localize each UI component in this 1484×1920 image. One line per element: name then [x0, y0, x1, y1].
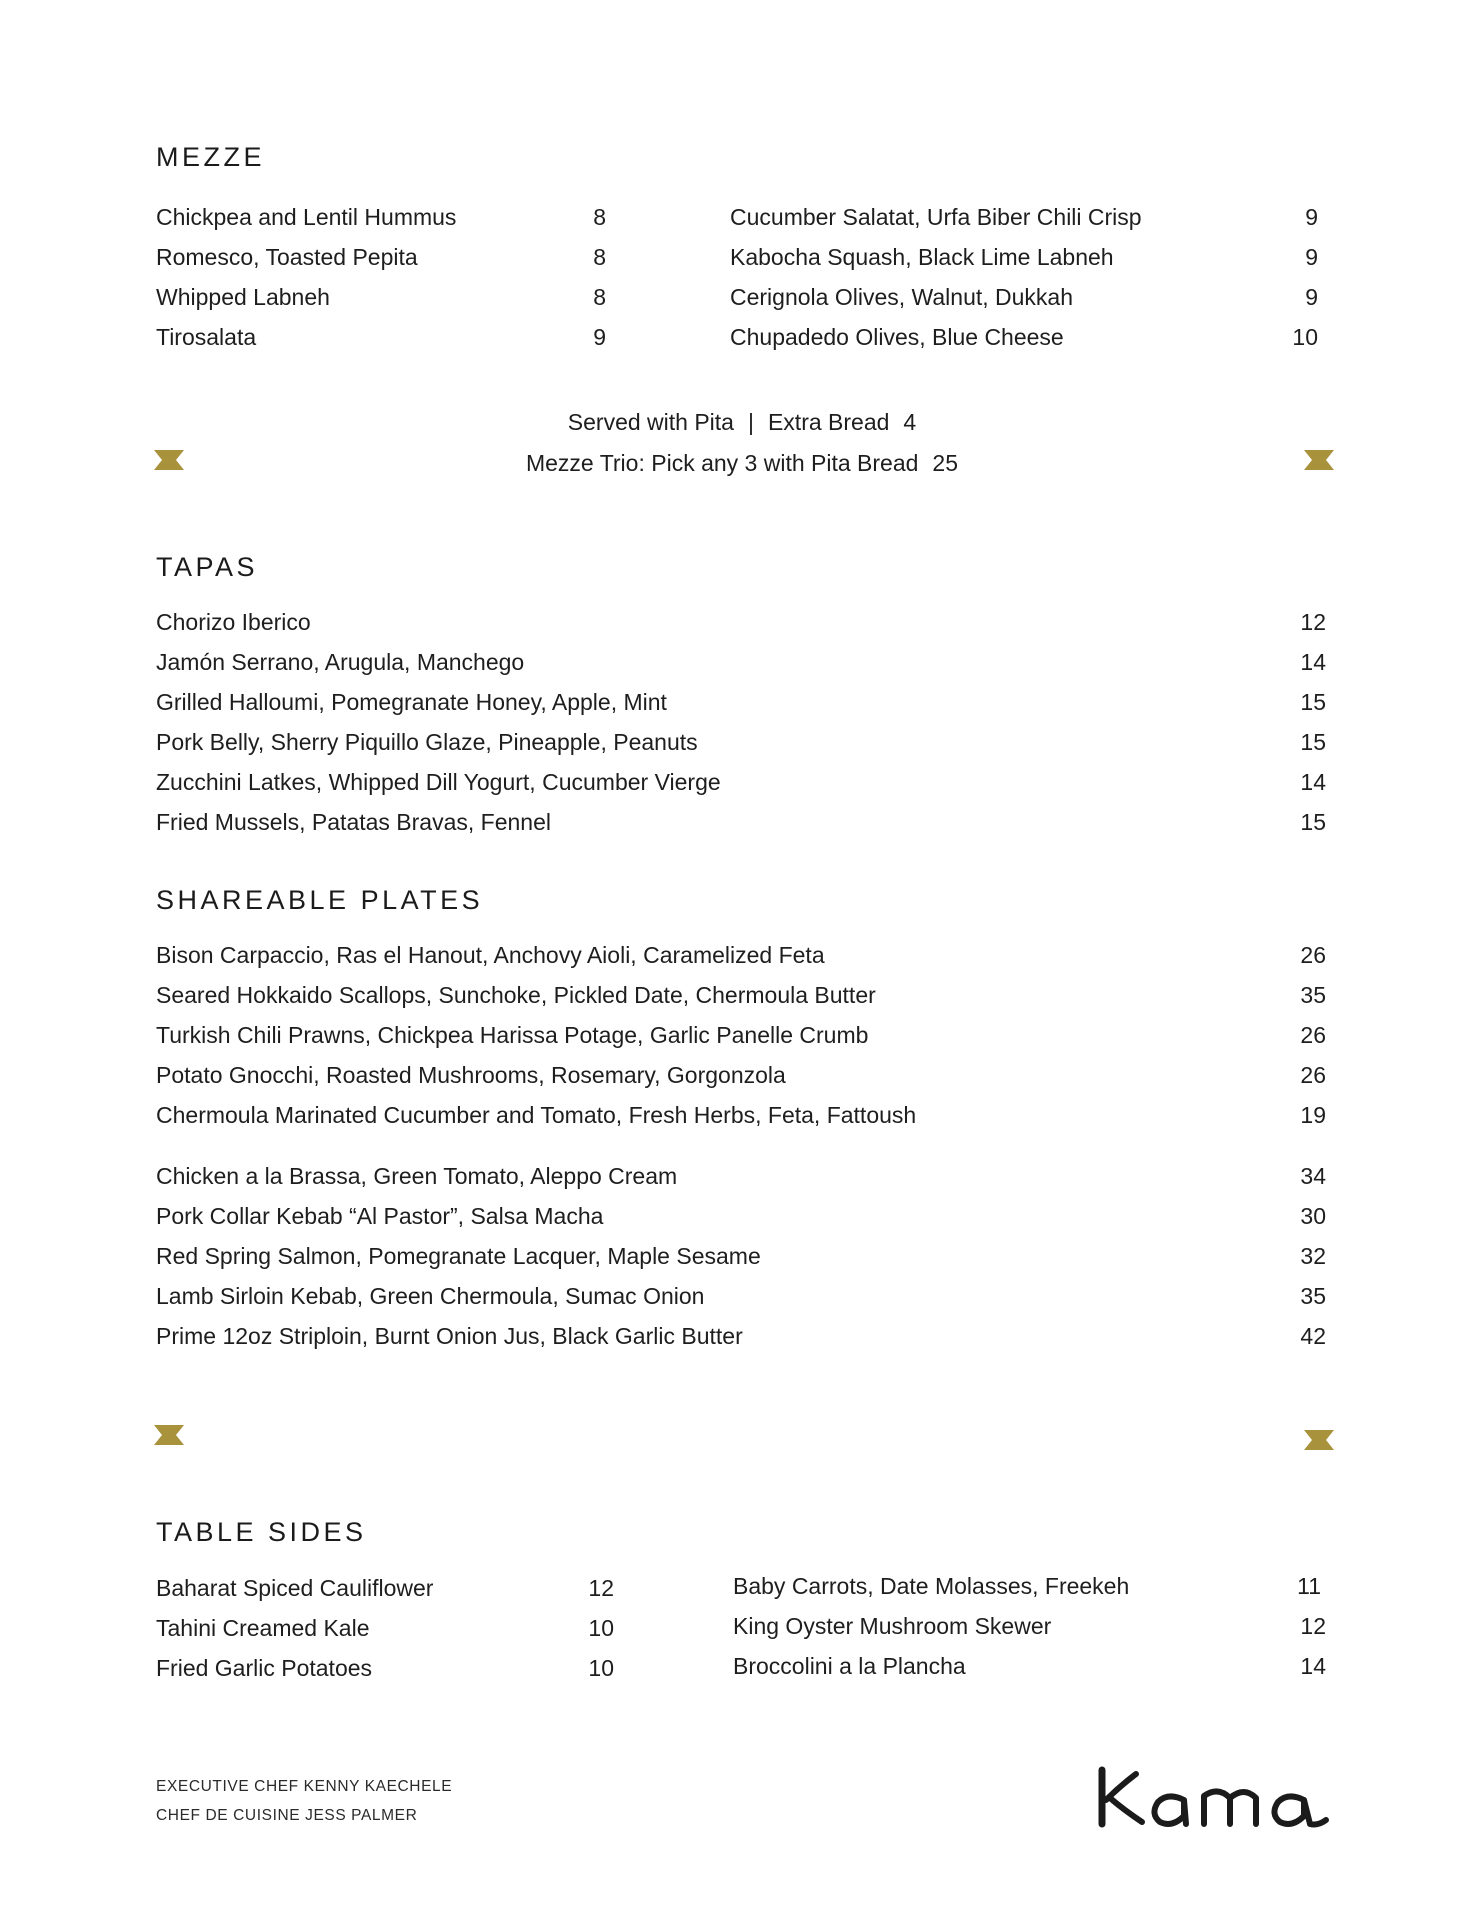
item-name: Prime 12oz Striploin, Burnt Onion Jus, Black Garlic Butter — [156, 1323, 743, 1349]
item-price: 12 — [1300, 1613, 1326, 1639]
item-name: Zucchini Latkes, Whipped Dill Yogurt, Cucumber Vierge — [156, 769, 721, 795]
item-price: 9 — [1305, 284, 1318, 310]
separator: | — [747, 409, 754, 435]
item-price: 8 — [593, 204, 606, 230]
item-price: 8 — [593, 244, 606, 270]
item-price: 12 — [1300, 609, 1326, 635]
item-price: 26 — [1300, 942, 1326, 968]
item-name: Tahini Creamed Kale — [156, 1615, 370, 1641]
item-name: Jamón Serrano, Arugula, Manchego — [156, 649, 525, 675]
extra-bread-price: 4 — [903, 409, 917, 435]
item-name: Seared Hokkaido Scallops, Sunchoke, Pickled Date, Chermoula Butter — [156, 982, 876, 1008]
chef-de-cuisine-credit: CHEF DE CUISINE JESS PALMER — [156, 1807, 418, 1824]
executive-chef-credit: EXECUTIVE CHEF KENNY KAECHELE — [156, 1778, 453, 1795]
item-name: Red Spring Salmon, Pomegranate Lacquer, Maple Sesame — [156, 1243, 761, 1269]
item-name: Chicken a la Brassa, Green Tomato, Aleppo Cream — [156, 1163, 678, 1189]
item-price: 10 — [588, 1655, 614, 1681]
item-name: Fried Mussels, Patatas Bravas, Fennel — [156, 809, 551, 835]
item-name: Baharat Spiced Cauliflower — [156, 1575, 434, 1601]
item-price: 14 — [1300, 649, 1326, 675]
bowtie-ornament-icon — [154, 1425, 184, 1445]
item-name: Baby Carrots, Date Molasses, Freekeh — [733, 1573, 1130, 1599]
item-price: 35 — [1300, 982, 1326, 1008]
item-name: Whipped Labneh — [156, 284, 330, 310]
table-sides-heading: TABLE SIDES — [156, 1517, 367, 1547]
item-price: 14 — [1300, 1653, 1326, 1679]
item-name: Fried Garlic Potatoes — [156, 1655, 373, 1681]
item-price: 15 — [1300, 809, 1326, 835]
item-name: King Oyster Mushroom Skewer — [733, 1613, 1052, 1639]
item-price: 9 — [593, 324, 606, 350]
item-price: 14 — [1300, 769, 1326, 795]
item-name: Romesco, Toasted Pepita — [156, 244, 418, 270]
item-price: 9 — [1305, 244, 1318, 270]
item-name: Pork Collar Kebab “Al Pastor”, Salsa Macha — [156, 1203, 604, 1229]
item-name: Chickpea and Lentil Hummus — [156, 204, 457, 230]
mezze-trio-note — [0, 448, 1484, 478]
item-name: Broccolini a la Plancha — [733, 1653, 966, 1679]
item-price: 10 — [1292, 324, 1318, 350]
extra-bread-label: Extra Bread — [767, 409, 890, 435]
item-name: Chermoula Marinated Cucumber and Tomato, Fresh Herbs, Feta, Fattoush — [156, 1102, 917, 1128]
item-price: 30 — [1300, 1203, 1326, 1229]
item-name: Tirosalata — [156, 324, 257, 350]
item-name: Chorizo Iberico — [156, 609, 311, 635]
item-price: 8 — [593, 284, 606, 310]
item-price: 35 — [1300, 1283, 1326, 1309]
item-name: Pork Belly, Sherry Piquillo Glaze, Pineapple, Peanuts — [156, 729, 698, 755]
shareable-plates-heading: SHAREABLE PLATES — [156, 885, 484, 915]
item-price: 34 — [1300, 1163, 1326, 1189]
item-price: 42 — [1300, 1323, 1326, 1349]
item-price: 12 — [588, 1575, 614, 1601]
item-name: Chupadedo Olives, Blue Cheese — [730, 324, 1064, 350]
item-name: Grilled Halloumi, Pomegranate Honey, Apple, Mint — [156, 689, 667, 715]
mezze-trio-price: 25 — [932, 450, 959, 476]
bowtie-ornament-icon — [1304, 1430, 1334, 1450]
item-price: 26 — [1300, 1022, 1326, 1048]
tapas-heading: TAPAS — [156, 552, 259, 582]
item-price: 15 — [1300, 689, 1326, 715]
kama-logo — [1096, 1764, 1332, 1830]
item-name: Cucumber Salatat, Urfa Biber Chili Crisp — [730, 204, 1142, 230]
mezze-trio-text: Mezze Trio: Pick any 3 with Pita Bread — [525, 450, 919, 476]
item-price: 32 — [1300, 1243, 1326, 1269]
bowtie-ornament-icon — [154, 450, 184, 470]
bowtie-ornament-icon — [1304, 450, 1334, 470]
mezze-bread-note — [0, 407, 1484, 437]
item-price: 26 — [1300, 1062, 1326, 1088]
item-price: 10 — [588, 1615, 614, 1641]
item-name: Bison Carpaccio, Ras el Hanout, Anchovy Aioli, Caramelized Feta — [156, 942, 825, 968]
item-price: 9 — [1305, 204, 1318, 230]
logo-text: Kama — [1212, 1828, 1216, 1829]
mezze-heading: MEZZE — [156, 142, 265, 172]
item-price: 19 — [1300, 1102, 1326, 1128]
item-price: 15 — [1300, 729, 1326, 755]
item-name: Cerignola Olives, Walnut, Dukkah — [730, 284, 1074, 310]
item-name: Kabocha Squash, Black Lime Labneh — [730, 244, 1114, 270]
item-name: Lamb Sirloin Kebab, Green Chermoula, Sumac Onion — [156, 1283, 705, 1309]
item-name: Turkish Chili Prawns, Chickpea Harissa Potage, Garlic Panelle Crumb — [156, 1022, 869, 1048]
item-price: 11 — [1297, 1573, 1321, 1599]
item-name: Potato Gnocchi, Roasted Mushrooms, Rosemary, Gorgonzola — [156, 1062, 786, 1088]
bread-note-text: Served with Pita — [567, 409, 734, 435]
